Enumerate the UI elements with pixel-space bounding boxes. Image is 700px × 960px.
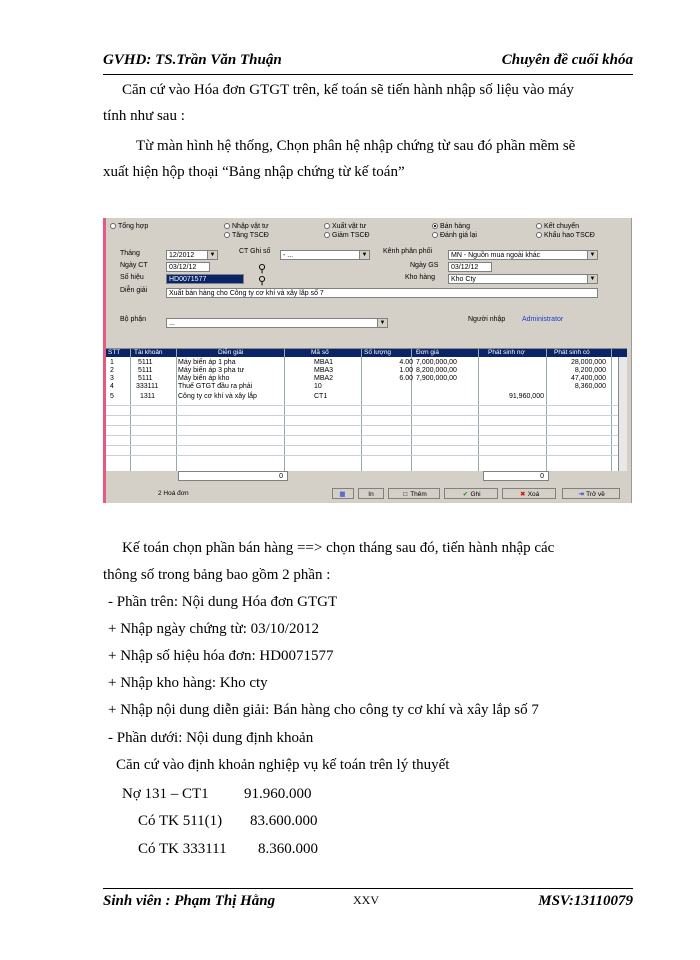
cell-don: 7,000,000,00 bbox=[416, 359, 457, 366]
back-button[interactable] bbox=[562, 488, 620, 499]
exit-icon: ⇥ bbox=[578, 491, 584, 498]
radio-tong-hop[interactable] bbox=[110, 223, 148, 230]
label-dien-giai: Diễn giải bbox=[120, 287, 148, 294]
body-line-5: + Nhập số hiệu hóa đơn: HD0071577 bbox=[108, 648, 334, 664]
grid-line bbox=[176, 349, 177, 471]
cell-ma: MBA2 bbox=[314, 375, 334, 382]
warehouse-select[interactable] bbox=[448, 274, 598, 284]
radio-label: Khấu hao TSCĐ bbox=[544, 232, 595, 239]
invoice-tab[interactable]: 2 Hoá đơn bbox=[158, 488, 208, 499]
cell-dg: Công ty cơ khí và xây lắp bbox=[178, 393, 257, 400]
radio-dot-icon bbox=[110, 223, 116, 229]
search-icon[interactable]: ⚲ bbox=[258, 263, 267, 275]
grid-view-button[interactable] bbox=[332, 488, 354, 499]
body-line-3: - Phần trên: Nội dung Hóa đơn GTGT bbox=[108, 594, 338, 610]
check-icon: ✔ bbox=[462, 491, 469, 498]
radio-nhap-vat-tu[interactable] bbox=[224, 223, 269, 230]
page-footer bbox=[103, 888, 633, 919]
body-line-7: + Nhập nội dung diễn giải: Bán hàng cho công ty cơ khí và xây lắp số 7 bbox=[108, 702, 539, 718]
radio-label: Kết chuyển bbox=[544, 223, 580, 230]
ngay-ct-value: 03/12/12 bbox=[169, 264, 197, 271]
label-ngay-ct: Ngày CT bbox=[120, 262, 148, 269]
cell-co: 47,400,000 bbox=[570, 375, 606, 382]
radio-ket-chuyen[interactable] bbox=[536, 223, 579, 230]
grid-line bbox=[130, 349, 131, 471]
department-value: ... bbox=[169, 320, 175, 327]
cell-sl: 4.00 bbox=[399, 359, 413, 366]
page-number: XXV bbox=[353, 893, 379, 907]
entry-credit-1-account: Có TK 511(1) bbox=[138, 813, 223, 829]
grid-line bbox=[284, 349, 285, 471]
body-line-9: Căn cứ vào định khoản nghiệp vụ kế toán trên lý thuyết bbox=[116, 757, 450, 773]
body-line-4: + Nhập ngày chứng từ: 03/10/2012 bbox=[108, 621, 319, 637]
entry-debit-account: Nợ 131 – CT1 bbox=[122, 786, 209, 802]
intro-line-3: Từ màn hình hệ thống, Chọn phân hệ nhập chứng từ sau đó phần mềm sẽ bbox=[136, 138, 576, 154]
total-field-a bbox=[178, 471, 288, 481]
col-don-gia: Đơn giá bbox=[416, 349, 440, 356]
grid-line bbox=[611, 349, 612, 471]
delete-label: Xoá bbox=[527, 491, 540, 498]
grid-line bbox=[106, 415, 619, 416]
page-header bbox=[103, 50, 633, 75]
department-select[interactable] bbox=[166, 318, 388, 328]
footer-student-id: MSV:13110079 bbox=[538, 893, 633, 909]
cell-co: 8,200,000 bbox=[574, 367, 606, 374]
so-hieu-value: HD0071577 bbox=[169, 276, 207, 283]
cell-co: 8,360,000 bbox=[574, 383, 606, 390]
entry-credit-2-amount: 8.360.000 bbox=[258, 841, 318, 857]
radio-ban-hang[interactable] bbox=[432, 223, 470, 230]
channel-value: MN - Nguồn mua ngoài khác bbox=[451, 252, 541, 259]
grid-line bbox=[106, 445, 619, 446]
col-ps-no: Phát sinh nợ bbox=[488, 349, 525, 356]
cell-dg: Thuế GTGT đầu ra phải bbox=[178, 383, 253, 390]
back-label: Trở về bbox=[586, 491, 605, 498]
col-tai-khoan: Tài khoản bbox=[134, 349, 163, 356]
ct-ghi-so-select[interactable] bbox=[280, 250, 370, 260]
cell-tk: 5111 bbox=[138, 367, 153, 374]
grid-icon: ▦ bbox=[339, 491, 346, 498]
save-label: Ghi bbox=[470, 491, 481, 498]
radio-tang-tscd[interactable] bbox=[224, 232, 269, 239]
chevron-down-icon: ▼ bbox=[587, 251, 597, 259]
cell-stt: 1 bbox=[110, 359, 114, 366]
cell-ma: CT1 bbox=[314, 393, 328, 400]
print-button[interactable] bbox=[358, 488, 384, 499]
col-ma-so: Mã số bbox=[311, 349, 329, 356]
description-input[interactable] bbox=[166, 288, 598, 298]
radio-xuat-vat-tu[interactable] bbox=[324, 223, 366, 230]
delete-button[interactable] bbox=[502, 488, 556, 499]
cell-dg: Máy biến áp 3 pha tư bbox=[178, 367, 245, 374]
intro-line-2: tính như sau : bbox=[103, 108, 185, 124]
radio-giam-tscd[interactable] bbox=[324, 232, 370, 239]
body-line-2: thông số trong bảng bao gồm 2 phần : bbox=[103, 567, 331, 583]
radio-label: Xuất vật tư bbox=[332, 223, 367, 230]
month-select[interactable] bbox=[166, 250, 218, 260]
label-so-hieu: Số hiệu bbox=[120, 274, 144, 281]
cell-tk: 5111 bbox=[138, 359, 153, 366]
radio-label: Nhập vật tư bbox=[232, 223, 269, 230]
total-b-value: 0 bbox=[540, 473, 544, 480]
chevron-down-icon: ▼ bbox=[359, 251, 369, 259]
grid-line bbox=[106, 425, 619, 426]
grid-header bbox=[106, 349, 627, 357]
radio-dot-icon bbox=[432, 232, 438, 238]
radio-dot-icon bbox=[324, 232, 330, 238]
close-icon: ✖ bbox=[519, 491, 526, 498]
header-topic: Chuyên đề cuối khóa bbox=[501, 52, 633, 68]
radio-dot-icon bbox=[324, 223, 330, 229]
col-ps-co: Phát sinh có bbox=[554, 349, 590, 356]
add-label: Thêm bbox=[410, 491, 427, 498]
radio-label: Tăng TSCĐ bbox=[232, 232, 269, 239]
radio-dot-icon bbox=[536, 232, 542, 238]
cell-tk: 5111 bbox=[138, 375, 153, 382]
intro-line-1: Căn cứ vào Hóa đơn GTGT trên, kế toán sẽ tiến hành nhập số liệu vào máy bbox=[122, 82, 574, 98]
cell-tk: 333111 bbox=[136, 383, 159, 390]
intro-line-4: xuất hiện hộp thoại “Bảng nhập chứng từ kế toán” bbox=[103, 164, 405, 180]
radio-dot-icon bbox=[224, 223, 230, 229]
grid-scrollbar[interactable] bbox=[618, 357, 627, 471]
cell-stt: 2 bbox=[110, 367, 114, 374]
grid-line bbox=[106, 435, 619, 436]
user-name: Administrator bbox=[522, 316, 564, 323]
grid-line bbox=[106, 455, 619, 456]
cell-stt: 4 bbox=[110, 383, 114, 390]
entry-debit-amount: 91.960.000 bbox=[244, 786, 312, 802]
label-thang: Tháng bbox=[120, 250, 140, 257]
add-button[interactable] bbox=[388, 488, 440, 499]
cell-dg: Máy biến áp kho bbox=[178, 375, 230, 382]
chevron-down-icon: ▼ bbox=[587, 275, 597, 283]
radio-danh-gia-lai[interactable] bbox=[432, 232, 477, 239]
ngay-gs-input[interactable] bbox=[448, 262, 492, 272]
cell-no: 91,960,000 bbox=[508, 393, 544, 400]
new-document-icon: □ bbox=[403, 491, 408, 498]
total-a-value: 0 bbox=[279, 473, 283, 480]
warehouse-value: Kho Cty bbox=[451, 276, 476, 283]
body-line-6: + Nhập kho hàng: Kho cty bbox=[108, 675, 268, 691]
cell-ma: MBA1 bbox=[314, 359, 334, 366]
chevron-down-icon: ▼ bbox=[207, 251, 217, 259]
cell-sl: 1.00 bbox=[399, 367, 413, 374]
label-nguoi-nhap: Người nhập bbox=[468, 316, 506, 323]
radio-dot-icon bbox=[536, 223, 542, 229]
label-ngay-gs: Ngày GS bbox=[410, 262, 439, 269]
col-so-luong: Số lượng bbox=[364, 349, 392, 356]
radio-label: Đánh giá lại bbox=[440, 232, 477, 239]
radio-label: Giảm TSCĐ bbox=[332, 232, 370, 239]
cell-ma: 10 bbox=[314, 383, 322, 390]
cell-stt: 5 bbox=[110, 393, 114, 400]
label-kho-hang: Kho hàng bbox=[405, 274, 435, 281]
entry-credit-2-account: Có TK 333111 bbox=[138, 841, 227, 857]
cell-dg: Máy biến áp 1 pha bbox=[178, 359, 236, 366]
radio-khau-hao[interactable] bbox=[536, 232, 595, 239]
chevron-down-icon: ▼ bbox=[377, 319, 387, 327]
radio-label: Bán hàng bbox=[440, 223, 470, 230]
cell-don: 7,900,000,00 bbox=[416, 375, 457, 382]
radio-dot-icon bbox=[224, 232, 230, 238]
radio-dot-icon bbox=[432, 223, 438, 229]
ngay-ct-input[interactable] bbox=[166, 262, 210, 272]
entry-credit-1-amount: 83.600.000 bbox=[250, 813, 318, 829]
label-ct-ghi-so: CT Ghi số bbox=[239, 248, 271, 255]
cell-stt: 3 bbox=[110, 375, 114, 382]
radio-label: Tổng hợp bbox=[118, 223, 149, 230]
header-supervisor: GVHD: TS.Trần Văn Thuận bbox=[103, 52, 282, 68]
total-field-b bbox=[483, 471, 549, 481]
month-value: 12/2012 bbox=[169, 252, 195, 259]
entries-grid bbox=[106, 348, 627, 471]
grid-line bbox=[106, 405, 619, 406]
ct-ghi-so-value: - ... bbox=[283, 252, 294, 259]
search-icon[interactable]: ⚲ bbox=[258, 275, 267, 287]
cell-sl: 6.00 bbox=[399, 375, 413, 382]
col-stt: STT bbox=[108, 349, 121, 356]
ngay-gs-value: 03/12/12 bbox=[451, 264, 479, 271]
description-value: Xuất bán hàng cho Công ty cơ khí và xây lắp số 7 bbox=[169, 290, 324, 297]
label-kenh: Kênh phân phối bbox=[383, 248, 433, 255]
cell-don: 8,200,000,00 bbox=[416, 367, 457, 374]
grid-line bbox=[478, 349, 479, 471]
body-line-1: Kế toán chọn phần bán hàng ==> chọn tháng sau đó, tiến hành nhập các bbox=[122, 540, 555, 556]
so-hieu-input[interactable] bbox=[166, 274, 244, 284]
label-bo-phan: Bộ phận bbox=[120, 316, 147, 323]
cell-tk: 1311 bbox=[140, 393, 156, 400]
col-dien-giai: Diễn giải bbox=[218, 349, 244, 356]
footer-student: Sinh viên : Phạm Thị Hằng bbox=[103, 893, 276, 909]
voucher-entry-screenshot bbox=[103, 218, 632, 503]
cell-co: 28,000,000 bbox=[570, 359, 606, 366]
channel-select[interactable] bbox=[448, 250, 598, 260]
body-line-8: - Phần dưới: Nội dung định khoản bbox=[108, 730, 314, 746]
print-label: In bbox=[368, 491, 374, 498]
cell-ma: MBA3 bbox=[314, 367, 334, 374]
save-button[interactable] bbox=[444, 488, 498, 499]
